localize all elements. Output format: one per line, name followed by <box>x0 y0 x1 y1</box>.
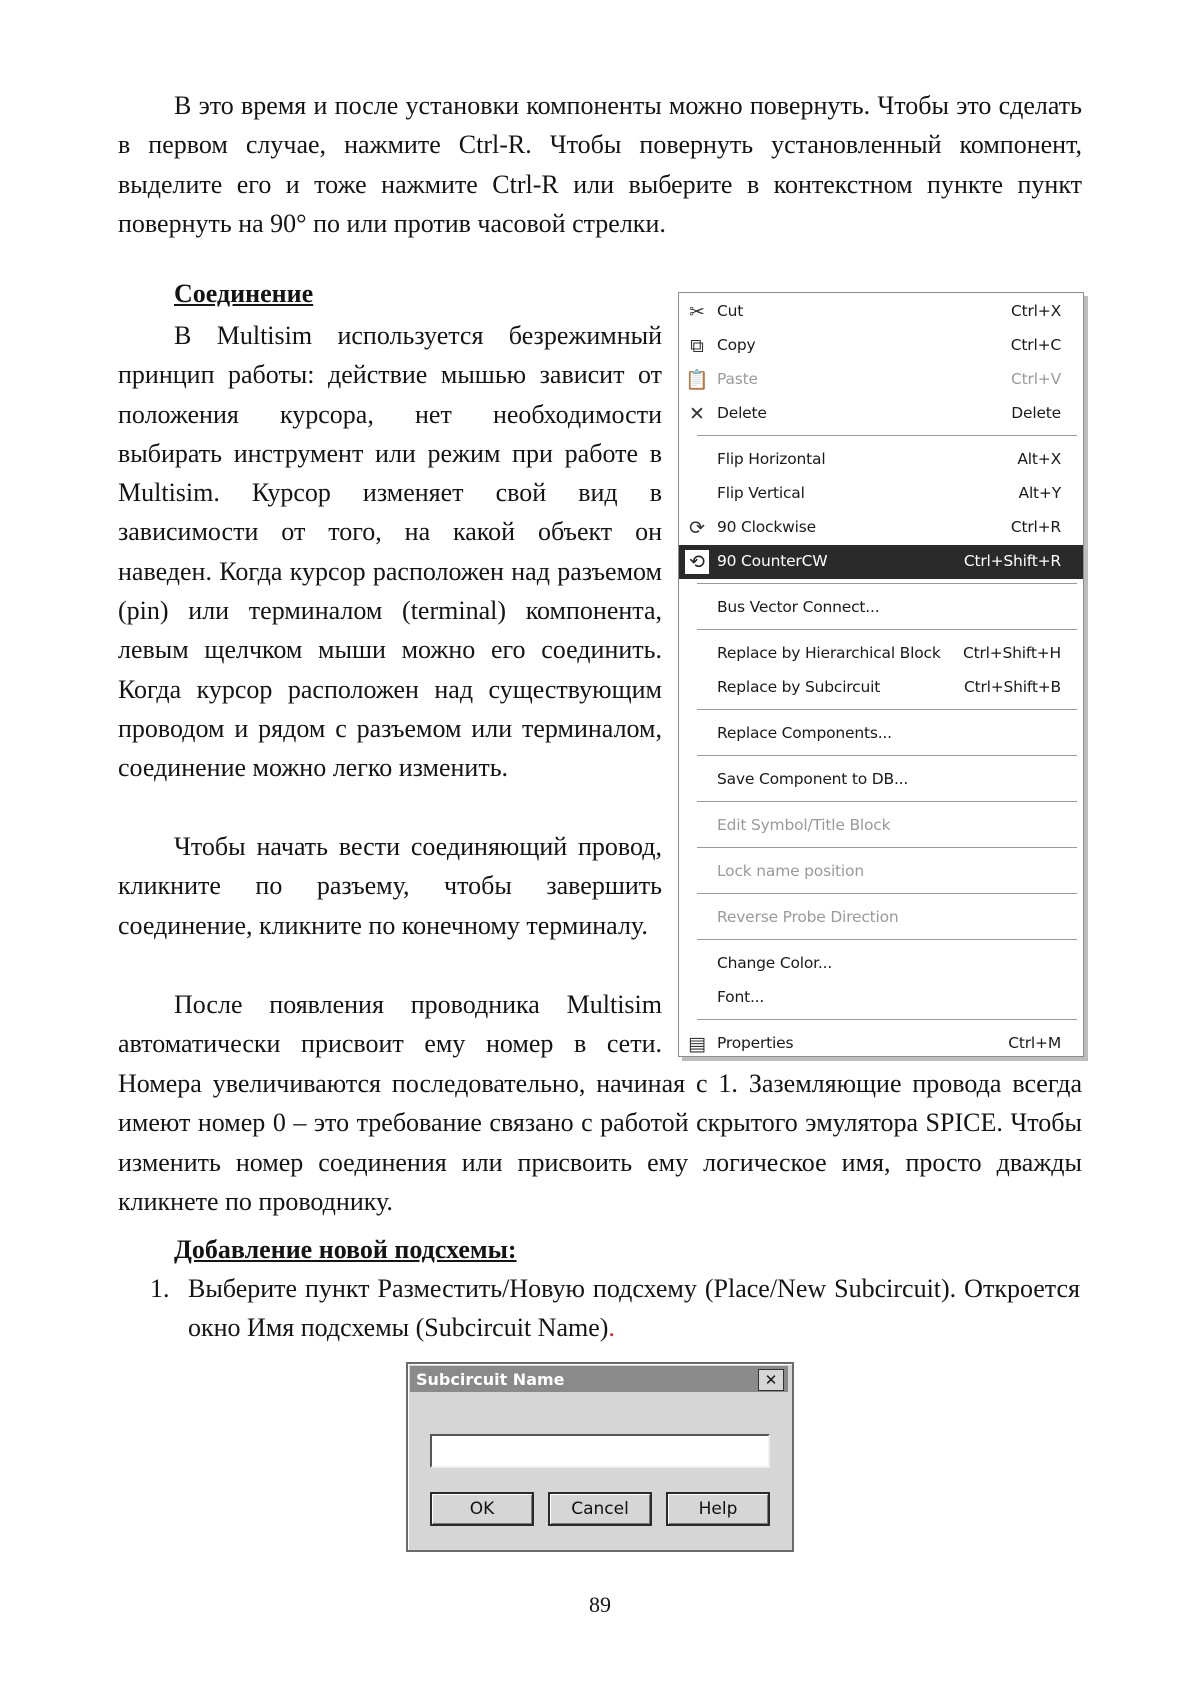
menu-separator <box>697 847 1077 849</box>
menu-separator <box>697 801 1077 803</box>
paste-icon: 📋 <box>685 369 709 391</box>
menu-item-90-countercw[interactable] <box>679 545 1083 579</box>
close-icon[interactable]: ✕ <box>758 1369 784 1391</box>
menu-separator <box>697 893 1077 895</box>
paragraph-net-number-start: После появления проводника Multisim автоматически присвоит ему номер в сети. <box>118 990 662 1059</box>
rotate-clockwise-icon: ⟳ <box>689 517 705 539</box>
menu-item-replace-components[interactable] <box>679 717 1083 751</box>
page-number: 89 <box>589 1592 611 1617</box>
menu-item-shortcut: Ctrl+X <box>1011 302 1061 320</box>
cancel-button[interactable]: Cancel <box>548 1492 652 1526</box>
list-item-number: 1. <box>150 1274 170 1303</box>
menu-item-label: Flip Vertical <box>717 484 805 502</box>
menu-item-label: Replace by Hierarchical Block <box>717 644 941 662</box>
menu-item-delete[interactable] <box>679 397 1083 431</box>
menu-separator <box>697 1019 1077 1021</box>
menu-item-label: Edit Symbol/Title Block <box>717 816 891 834</box>
menu-item-edit-symbol-title-block[interactable] <box>679 809 1083 843</box>
ok-button[interactable]: OK <box>430 1492 534 1526</box>
subcircuit-name-dialog <box>406 1362 794 1552</box>
menu-item-flip-horizontal[interactable] <box>679 443 1083 477</box>
menu-item-copy[interactable] <box>679 329 1083 363</box>
menu-item-shortcut: Ctrl+Shift+B <box>963 678 1061 696</box>
menu-item-shortcut: Ctrl+R <box>1010 518 1061 536</box>
menu-item-label: Reverse Probe Direction <box>717 908 899 926</box>
menu-item-label: 90 CounterCW <box>717 552 828 570</box>
dialog-title-bar <box>410 1366 788 1392</box>
menu-item-label: 90 Clockwise <box>717 518 816 536</box>
paragraph-modeless: В Multisim используется безрежимный принцип работы: действие мышью зависит от положения курсора, нет необходимости выбирать инструмент или режим при работе в Multisim. Курсор изменяет свой вид в зависимости от того, на какой объект он наведен. Когда курсор расположен над разъемом (pin) или терминалом (terminal) компонента, левым щелчком мыши можно его соединить. Когда курсор расположен над существующим проводом и рядом с разъемом или терминалом, соединение можно легко изменить. <box>118 321 662 783</box>
menu-item-cut[interactable] <box>679 295 1083 329</box>
menu-item-label: Delete <box>717 404 767 422</box>
menu-separator <box>697 939 1077 941</box>
paragraph-net-number-cont: Номера увеличиваются последовательно, начиная с 1. Заземляющие провода всегда имеют номер 0 – это требование связано с работой скрытого эмулятора SPICE. Чтобы изменить номер соединения или присвоить ему логическое имя, просто дважды кликнете по проводнику. <box>118 1069 1082 1216</box>
list-item-1 <box>150 1269 1080 1348</box>
copy-icon: ⧉ <box>690 335 704 357</box>
rotate-counterclockwise-icon: ⟲ <box>685 550 709 574</box>
properties-icon: ▤ <box>688 1033 706 1055</box>
menu-item-font[interactable] <box>679 981 1083 1015</box>
menu-separator <box>697 709 1077 711</box>
menu-item-label: Save Component to DB... <box>717 770 909 788</box>
menu-item-label: Font... <box>717 988 765 1006</box>
dialog-title: Subcircuit Name <box>416 1370 565 1389</box>
menu-item-label: Cut <box>717 302 744 320</box>
menu-item-label: Replace by Subcircuit <box>717 678 881 696</box>
menu-separator <box>697 629 1077 631</box>
paragraph-start-wire: Чтобы начать вести соединяющий провод, кликните по разъему, чтобы завершить соединение, кликните по конечному терминалу. <box>118 832 662 940</box>
menu-item-label: Bus Vector Connect... <box>717 598 880 616</box>
menu-item-label: Change Color... <box>717 954 833 972</box>
menu-item-label: Copy <box>717 336 756 354</box>
paragraph-rotation: В это время и после установки компоненты можно повернуть. Чтобы это сделать в первом случае, нажмите Ctrl-R. Чтобы повернуть установленный компонент, выделите его и тоже нажмите Ctrl-R или выберите в контекстном пункте пункт повернуть на 90° по или против часовой стрелки. <box>118 91 1082 238</box>
menu-item-label: Paste <box>717 370 758 388</box>
menu-item-shortcut: Ctrl+M <box>1008 1034 1061 1052</box>
context-menu <box>678 292 1084 1057</box>
menu-item-shortcut: Ctrl+V <box>1011 370 1061 388</box>
menu-item-shortcut: Alt+X <box>1017 450 1061 468</box>
menu-separator <box>697 435 1077 437</box>
menu-item-label: Lock name position <box>717 862 864 880</box>
menu-item-replace-by-subcircuit[interactable] <box>679 671 1083 705</box>
menu-item-lock-name-position[interactable] <box>679 855 1083 889</box>
list-item-body: Выберите пункт Разместить/Новую подсхему (Place/New Subcircuit). Откроется окно Имя подсхемы (Subcircuit Name) <box>188 1274 1080 1343</box>
menu-item-shortcut: Ctrl+C <box>1010 336 1061 354</box>
menu-item-reverse-probe-direction[interactable] <box>679 901 1083 935</box>
heading-connection: Соединение <box>174 279 314 308</box>
list-item-text <box>188 1269 1080 1348</box>
menu-item-flip-vertical[interactable] <box>679 477 1083 511</box>
menu-item-replace-by-hierarchical-block[interactable] <box>679 637 1083 671</box>
subcircuit-name-input[interactable] <box>430 1434 770 1468</box>
menu-item-properties[interactable] <box>679 1027 1083 1061</box>
menu-item-label: Properties <box>717 1034 794 1052</box>
list-item-end-period: . <box>608 1313 615 1343</box>
menu-item-label: Replace Components... <box>717 724 892 742</box>
menu-item-shortcut: Delete <box>1011 404 1061 422</box>
menu-separator <box>697 755 1077 757</box>
menu-item-shortcut: Ctrl+Shift+R <box>963 552 1061 570</box>
menu-item-shortcut: Alt+Y <box>1018 484 1061 502</box>
menu-item-shortcut: Ctrl+Shift+H <box>962 644 1061 662</box>
menu-item-save-component-to-db[interactable] <box>679 763 1083 797</box>
menu-item-paste[interactable] <box>679 363 1083 397</box>
menu-item-90-clockwise[interactable] <box>679 511 1083 545</box>
menu-item-bus-vector-connect[interactable] <box>679 591 1083 625</box>
delete-x-icon: ✕ <box>689 403 705 425</box>
help-button[interactable]: Help <box>666 1492 770 1526</box>
scissors-icon: ✂ <box>689 301 705 323</box>
menu-separator <box>697 583 1077 585</box>
menu-item-label: Flip Horizontal <box>717 450 826 468</box>
menu-item-change-color[interactable] <box>679 947 1083 981</box>
heading-new-subcircuit: Добавление новой подсхемы: <box>174 1235 517 1264</box>
